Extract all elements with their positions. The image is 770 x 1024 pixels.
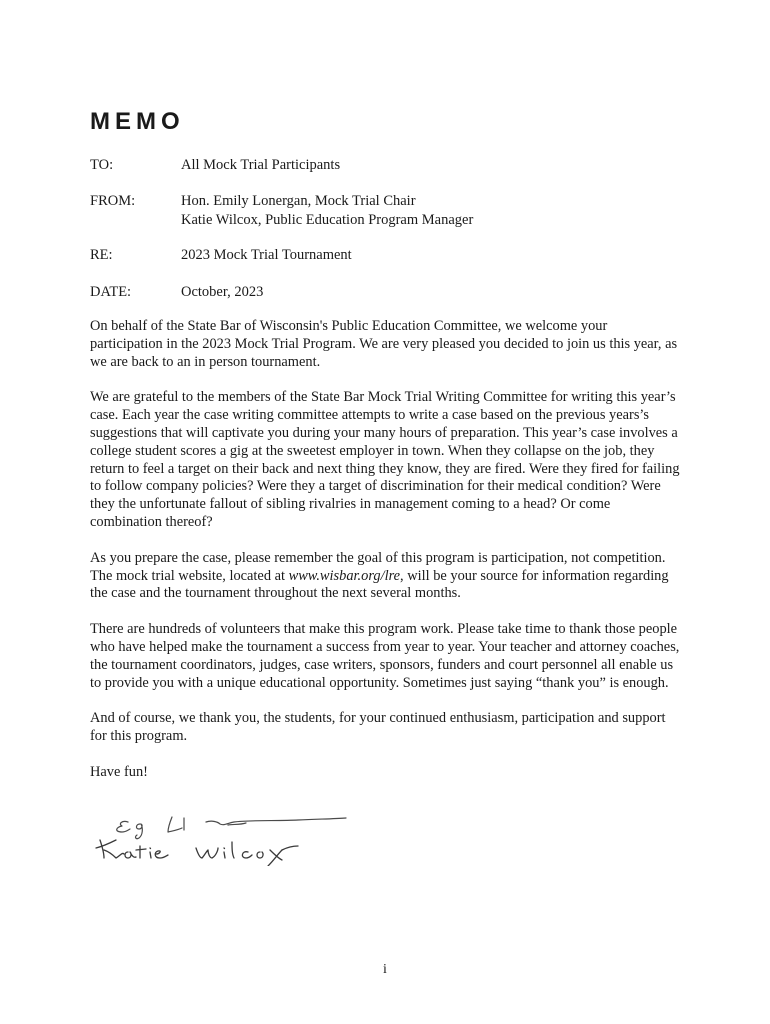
signature-image <box>88 808 358 866</box>
memo-body <box>90 318 680 800</box>
re-value: 2023 Mock Trial Tournament <box>181 247 352 263</box>
from-line-chair: Hon. Emily Lonergan, Mock Trial Chair <box>181 193 416 209</box>
date-value: October, 2023 <box>181 284 264 300</box>
signature-katie <box>96 840 298 866</box>
to-label: TO: <box>90 157 114 173</box>
paragraph-welcome: On behalf of the State Bar of Wisconsin's Public Education Committee, we welcome your participation in the 2023 Mock Trial Program. We are very pleased you decided to join us this year, as we are back to an in person tournament. <box>90 318 678 370</box>
page-number: i <box>383 962 387 977</box>
to-value: All Mock Trial Participants <box>181 157 341 173</box>
website-link[interactable]: www.wisbar.org/lre <box>288 567 401 584</box>
from-line-manager: Katie Wilcox, Public Education Program Manager <box>181 212 474 228</box>
paragraph-students: And of course, we thank you, the students, for your continued enthusiasm, participation and support for this program. <box>90 710 666 745</box>
paragraph-case: We are grateful to the members of the State Bar Mock Trial Writing Committee for writing this year’s case. Each year the case writing committee attempts to write a case based on the previous years’s suggestions that will captivate you during your many hours of preparation. This year’s case involves a college student scores a gig at the sweetest employer in town. When they collapse on the job, they return to feel a target on their back and next thing they know, they are fired. Were they fired for failing to follow company policies? Were they a target of discrimination for their medical condition? Were they the unfortunate fallout of sibling rivalries in management coming to a head? Or come combination thereof? <box>90 389 680 530</box>
re-label: RE: <box>90 247 113 263</box>
signature-emily <box>117 817 346 839</box>
memo-title: MEMO <box>90 108 185 135</box>
from-value <box>181 192 641 230</box>
website-text-before: As you prepare the case, please remember the goal of this program is participation, not competition. The mock trial website, located at <box>90 549 666 584</box>
from-label: FROM: <box>90 193 136 209</box>
paragraph-volunteers: There are hundreds of volunteers that make this program work. Please take time to thank those people who have helped make the tournament a success from year to year. Your teacher and attorney coaches, the tournament coordinators, judges, case writers, sponsors, funders and court personnel all enable us to provide you with a unique educational opportunity. Sometimes just saying “thank you” is enough. <box>90 621 680 691</box>
paragraph-have-fun: Have fun! <box>90 763 148 780</box>
website-text-after: , will be your source for information regarding the case and the tournament throughout the next several months. <box>90 567 669 602</box>
paragraph-website <box>90 550 680 603</box>
date-label: DATE: <box>90 284 132 300</box>
